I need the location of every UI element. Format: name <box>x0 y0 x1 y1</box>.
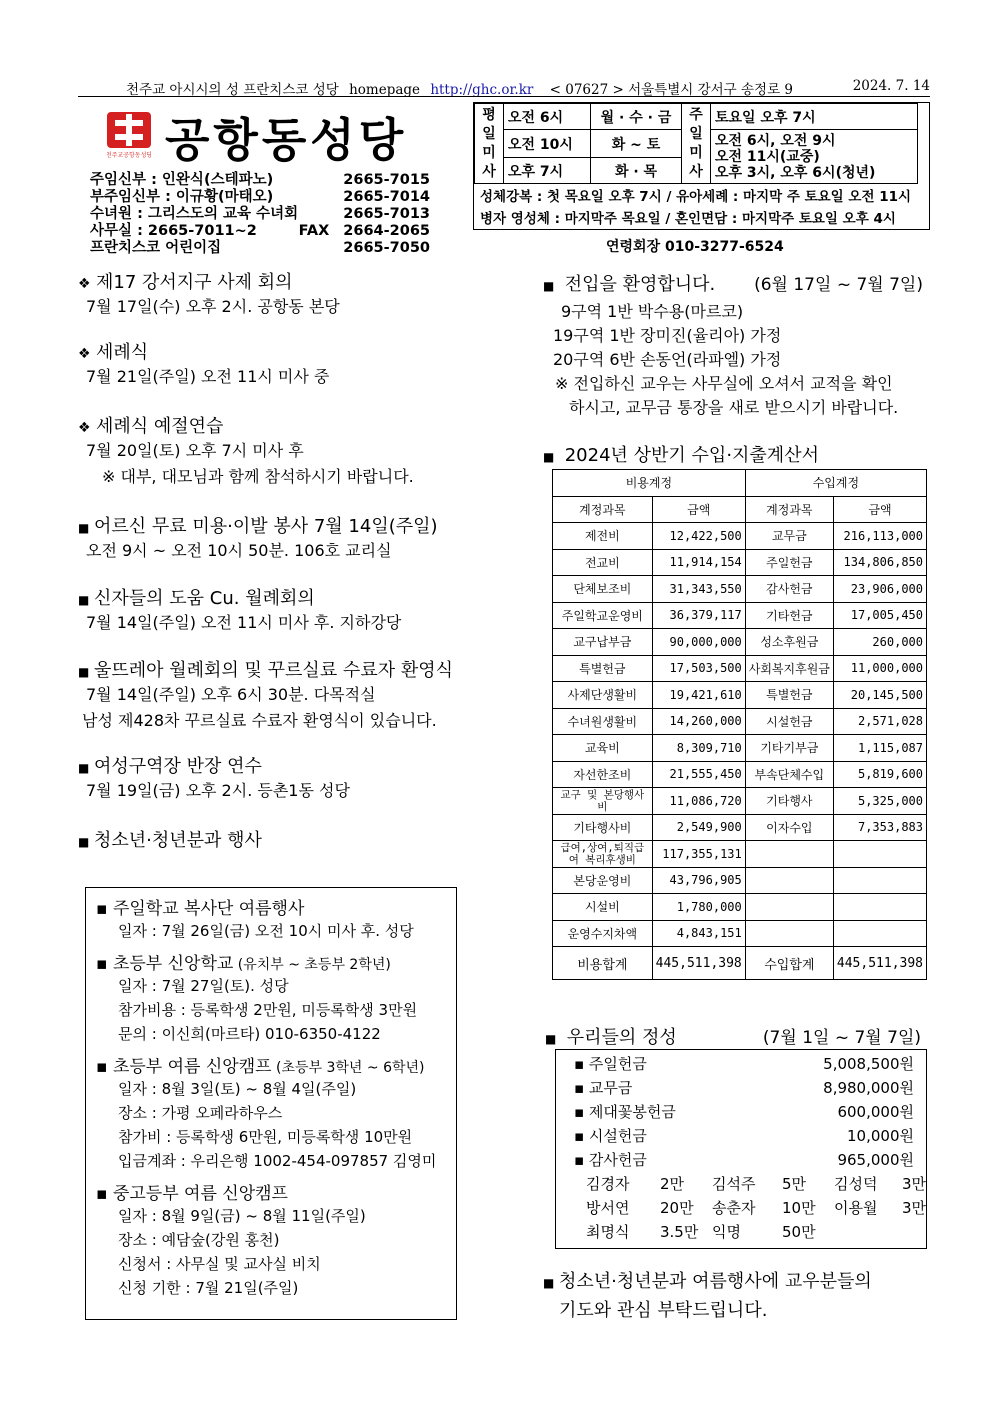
notice-line: 7월 17일(수) 오후 2시. 공항동 본당 <box>86 297 340 316</box>
account-name <box>745 920 833 947</box>
account-name: 이자수입 <box>745 814 833 841</box>
staff-phone: 2665-7050 <box>343 240 430 256</box>
donation-label: ▪ 감사헌금 <box>574 1151 647 1169</box>
table-row <box>553 682 927 709</box>
table-row <box>553 841 927 868</box>
square-bullet-icon: ■ <box>543 1276 555 1290</box>
donor-name: 방서연 <box>586 1199 630 1217</box>
finance-heading <box>543 441 819 467</box>
info-line: 성체강복 : 첫 목요일 오후 7시 / 유아세례 : 마지막 주 토요일 오전 11시 <box>480 189 912 205</box>
account-amount: 36,379,117 <box>652 602 745 629</box>
donations-heading <box>545 1023 925 1049</box>
youth-event-detail: 입금계좌 : 우리은행 1002-454-097857 김영미 <box>118 1152 437 1170</box>
welcome-line: ※ 전입하신 교우는 사무실에 오셔서 교적을 확인 <box>555 374 893 393</box>
account-amount: 5,325,000 <box>833 788 926 815</box>
account-amount: 19,421,610 <box>652 682 745 709</box>
youth-event-detail: 장소 : 가평 오페라하우스 <box>118 1104 283 1122</box>
youth-event-title <box>96 1052 456 1077</box>
youth-event-title <box>96 949 456 974</box>
donation-item <box>556 1052 926 1076</box>
table-row <box>553 523 927 550</box>
account-name: 주일헌금 <box>745 549 833 576</box>
donor-name: 김경자 <box>586 1175 630 1193</box>
notice-section <box>78 656 453 734</box>
youth-event-detail: 일자 : 8월 9일(금) ~ 8월 11일(주일) <box>118 1207 366 1225</box>
notice-title-text: 제17 강서지구 사제 회의 <box>96 272 293 293</box>
notice-section <box>78 826 453 852</box>
youth-event-detail: 신청서 : 사무실 및 교사실 비치 <box>118 1255 321 1273</box>
bullet-icon: ▪ <box>96 1057 113 1077</box>
notice-line: 7월 14일(주일) 오후 6시 30분. 다목적실 <box>86 685 376 704</box>
donation-label: ▪ 교무금 <box>574 1079 633 1097</box>
donor-amount: 3.5만 <box>660 1223 699 1241</box>
youth-event-name: 초등부 여름 신앙캠프 <box>112 1057 272 1077</box>
church-name: 공항동성당 <box>165 113 408 167</box>
account-name: 사회복지후원금 <box>745 655 833 682</box>
account-name: 시설비 <box>553 894 653 921</box>
staff-label: 프란치스코 어린이집 <box>90 240 222 256</box>
account-name: 교육비 <box>553 735 653 762</box>
donor-name: 익명 <box>712 1223 741 1241</box>
account-amount: 5,819,600 <box>833 761 926 788</box>
account-amount: 12,422,500 <box>652 523 745 550</box>
notice-section <box>78 512 453 564</box>
bullet-icon: ▪ <box>96 954 113 974</box>
youth-event-detail: 신청 기한 : 7월 21일(주일) <box>118 1279 299 1297</box>
account-amount: 20,145,500 <box>833 682 926 709</box>
youth-event <box>96 949 456 1046</box>
youth-event <box>96 1179 456 1300</box>
notice-title-text: 세례식 <box>96 342 149 363</box>
account-amount: 90,000,000 <box>652 629 745 656</box>
donor-amount: 10만 <box>782 1199 816 1217</box>
donor-amount: 50만 <box>782 1223 816 1241</box>
donor-name <box>834 1220 902 1244</box>
notice-title <box>78 826 453 852</box>
notice-title <box>78 412 453 438</box>
square-bullet-icon: ■ <box>78 521 90 535</box>
account-name: 전교비 <box>553 549 653 576</box>
staff-phone: 2665-7014 <box>343 189 430 205</box>
staff-row <box>90 172 430 189</box>
staff-phone: 2665-7013 <box>343 206 430 222</box>
donations-period: (7월 1일 ~ 7월 7일) <box>762 1028 921 1048</box>
welcome-line: 20구역 6반 손동언(라파엘) 가정 <box>553 350 782 369</box>
sunday-mass-label: 주 일 미 사 <box>682 104 711 184</box>
account-name: 사제단생활비 <box>553 682 653 709</box>
header-rule <box>78 96 930 97</box>
table-row <box>553 894 927 921</box>
notice-section <box>78 412 453 490</box>
notice-title <box>78 338 453 364</box>
notice-title-text: 울뜨레아 월례회의 및 꾸르실료 수료자 환영식 <box>94 660 453 681</box>
mass-days: 화 · 목 <box>591 158 682 184</box>
youth-event-detail: 참가비용 : 등록학생 2만원, 미등록학생 3만원 <box>118 1001 418 1019</box>
notice-section <box>78 268 453 320</box>
account-amount: 1,115,087 <box>833 735 926 762</box>
account-amount <box>833 894 926 921</box>
youth-event <box>96 894 456 943</box>
square-bullet-icon: ■ <box>543 450 555 464</box>
account-name: 교무금 <box>745 523 833 550</box>
table-row <box>553 708 927 735</box>
youth-event-title <box>96 1179 456 1204</box>
notice-title <box>78 512 453 538</box>
notice-line: 7월 20일(토) 오후 7시 미사 후 <box>86 441 304 460</box>
account-amount: 134,806,850 <box>833 549 926 576</box>
donation-label: ▪ 시설헌금 <box>574 1127 647 1145</box>
table-row <box>553 602 927 629</box>
staff-row <box>90 223 430 240</box>
account-name: 부속단체수입 <box>745 761 833 788</box>
donor-amount: 3만 <box>902 1175 927 1193</box>
account-name: 특별헌금 <box>745 682 833 709</box>
welcome-line: 9구역 1반 박수용(마르코) <box>561 302 744 321</box>
left-column <box>78 268 453 852</box>
square-bullet-icon: ■ <box>543 279 555 293</box>
sunday-time: 토요일 오후 7시 <box>711 104 918 130</box>
notice-section <box>78 752 453 804</box>
account-name <box>745 894 833 921</box>
staff-label: 수녀원 : 그리스도의 교육 수녀회 <box>90 206 299 222</box>
account-name <box>745 841 833 868</box>
table-row <box>553 655 927 682</box>
donation-amount: 965,000원 <box>837 1151 914 1169</box>
bullet-icon: ▪ <box>96 899 113 919</box>
account-amount: 43,796,905 <box>652 867 745 894</box>
homepage-link[interactable]: http://ghc.or.kr <box>430 82 534 98</box>
funeral-contact: 연령회장 010-3277-6524 <box>606 239 784 255</box>
youth-event-detail: 문의 : 이신희(마르타) 010-6350-4122 <box>118 1025 381 1043</box>
mass-table <box>474 103 918 184</box>
youth-event-detail: 일자 : 8월 3일(토) ~ 8월 4일(주일) <box>118 1080 357 1098</box>
parish-name: 천주교 아시시의 성 프란치스코 성당 <box>126 82 339 98</box>
donation-label: ▪ 제대꽃봉헌금 <box>574 1103 676 1121</box>
notice-section <box>78 338 453 390</box>
account-name: 기타행사 <box>745 788 833 815</box>
welcome-section <box>543 270 943 420</box>
donor-amount: 3만 <box>902 1199 927 1217</box>
youth-event <box>96 1052 456 1173</box>
account-name: 본당운영비 <box>553 867 653 894</box>
account-amount <box>833 841 926 868</box>
sunday-time: 오전 6시, 오전 9시 <box>715 133 836 149</box>
notice-line: 7월 14일(주일) 오전 11시 미사 후. 지하강당 <box>86 613 402 632</box>
table-row <box>553 735 927 762</box>
account-name: 성소후원금 <box>745 629 833 656</box>
account-amount: 2,571,028 <box>833 708 926 735</box>
donor-name: 최명식 <box>586 1223 630 1241</box>
account-name: 교구납부금 <box>553 629 653 656</box>
account-amount: 7,353,883 <box>833 814 926 841</box>
youth-events-box <box>85 887 457 1320</box>
col-item: 계정과목 <box>745 496 833 523</box>
account-name: 단체보조비 <box>553 576 653 603</box>
account-amount: 2,549,900 <box>652 814 745 841</box>
table-row <box>553 549 927 576</box>
bullet-icon: ▪ <box>96 1184 113 1204</box>
account-amount: 23,906,000 <box>833 576 926 603</box>
staff-phone: 2665-7015 <box>343 172 430 188</box>
donations-box <box>555 1049 927 1249</box>
youth-event-name: 주일학교 복사단 여름행사 <box>112 899 305 919</box>
notice-title-text: 여성구역장 반장 연수 <box>94 756 262 777</box>
staff-label: 주임신부 : 인완식(스테파노) <box>90 172 274 188</box>
total-row <box>553 947 927 980</box>
account-amount: 260,000 <box>833 629 926 656</box>
notice-section <box>78 584 453 636</box>
account-name: 제전비 <box>553 523 653 550</box>
account-name: 주일학교운영비 <box>553 602 653 629</box>
welcome-line: 19구역 1반 장미진(율리아) 가정 <box>553 326 782 345</box>
donation-amount: 600,000원 <box>837 1103 914 1121</box>
account-amount: 21,555,450 <box>652 761 745 788</box>
notice-line: 7월 19일(금) 오후 2시. 등촌1동 성당 <box>86 781 350 800</box>
account-amount: 14,260,000 <box>652 708 745 735</box>
col-amount: 금액 <box>652 496 745 523</box>
col-item: 계정과목 <box>553 496 653 523</box>
address: < 07627 > 서울특별시 강서구 송정로 9 <box>549 82 794 98</box>
notice-line: 남성 제428차 꾸르실료 수료자 환영식이 있습니다. <box>82 711 437 730</box>
account-name: 특별헌금 <box>553 655 653 682</box>
youth-event-title <box>96 894 456 919</box>
diamond-bullet-icon: ❖ <box>78 346 91 362</box>
account-amount: 4,843,151 <box>652 920 745 947</box>
fax-label: FAX <box>298 223 330 239</box>
account-name: 기타기부금 <box>745 735 833 762</box>
total-expense: 445,511,398 <box>652 947 745 980</box>
square-bullet-icon: ■ <box>545 1032 557 1046</box>
account-amount <box>833 867 926 894</box>
table-row <box>553 761 927 788</box>
mass-time: 오후 7시 <box>504 158 591 184</box>
account-amount: 117,355,131 <box>652 841 745 868</box>
notice-title-text: 청소년·청년분과 행사 <box>94 830 262 851</box>
account-amount: 11,000,000 <box>833 655 926 682</box>
weekday-mass-label: 평 일 미 사 <box>475 104 504 184</box>
diamond-bullet-icon: ❖ <box>78 276 91 292</box>
account-amount: 31,343,550 <box>652 576 745 603</box>
mass-days: 월 · 수 · 금 <box>591 104 682 130</box>
donation-item <box>556 1148 926 1172</box>
account-name: 자선한조비 <box>553 761 653 788</box>
staff-row <box>90 206 430 223</box>
account-amount <box>833 920 926 947</box>
table-row <box>553 814 927 841</box>
account-name: 교구 및 본당행사비 <box>553 788 653 815</box>
table-row <box>553 576 927 603</box>
notice-title <box>78 656 453 682</box>
youth-event-detail: 참가비 : 등록학생 6만원, 미등록학생 10만원 <box>118 1128 413 1146</box>
donations-title: 우리들의 정성 <box>566 1027 677 1048</box>
account-amount: 1,780,000 <box>652 894 745 921</box>
col-amount: 금액 <box>833 496 926 523</box>
donation-item <box>556 1124 926 1148</box>
welcome-heading <box>543 270 943 296</box>
total-income-label: 수입합계 <box>745 947 833 980</box>
staff-row <box>90 240 430 257</box>
youth-event-name: 중고등부 여름 신앙캠프 <box>112 1184 288 1204</box>
donation-label: ▪ 주일헌금 <box>574 1055 647 1073</box>
donor-list <box>556 1172 926 1244</box>
closing-line: 청소년·청년분과 여름행사에 교우분들의 <box>559 1271 872 1292</box>
account-amount: 11,086,720 <box>652 788 745 815</box>
info-line: 병자 영성체 : 마지막주 목요일 / 혼인면담 : 마지막주 토요일 오후 4시 <box>480 211 896 227</box>
account-name: 기타행사비 <box>553 814 653 841</box>
staff-phone: 2664-2065 <box>343 223 430 239</box>
closing-note <box>543 1268 872 1325</box>
closing-line: 기도와 관심 부탁드립니다. <box>559 1300 768 1321</box>
notice-line: 7월 21일(주일) 오전 11시 미사 중 <box>86 367 330 386</box>
square-bullet-icon: ■ <box>78 761 90 775</box>
donor-name: 김석주 <box>712 1175 756 1193</box>
table-row <box>553 920 927 947</box>
sunday-time: 오후 3시, 오후 6시(청년) <box>715 165 876 181</box>
account-name: 시설헌금 <box>745 708 833 735</box>
youth-event-detail: 일자 : 7월 26일(금) 오전 10시 미사 후. 성당 <box>118 922 414 940</box>
top-info-line <box>78 78 930 98</box>
mass-time: 오전 6시 <box>504 104 591 130</box>
church-logo <box>107 112 151 160</box>
mass-days: 화 ~ 토 <box>591 130 682 158</box>
sacrament-info <box>480 186 911 230</box>
square-bullet-icon: ■ <box>78 835 90 849</box>
logo-caption: 천주교공항동성당 <box>107 152 151 159</box>
notice-title-text: 세례식 예절연습 <box>96 416 224 437</box>
donation-amount: 8,980,000원 <box>823 1079 914 1097</box>
finance-title: 2024년 상반기 수입·지출계산서 <box>564 445 819 466</box>
welcome-period: (6월 17일 ~ 7월 7일) <box>754 275 923 295</box>
donor-amount: 2만 <box>660 1175 685 1193</box>
account-amount: 17,503,500 <box>652 655 745 682</box>
donation-amount: 10,000원 <box>847 1127 914 1145</box>
youth-event-name: 초등부 신앙학교 <box>112 954 234 974</box>
table-row <box>553 629 927 656</box>
staff-label: 부주임신부 : 이규황(마태오) <box>90 189 274 205</box>
account-name: 운영수지차액 <box>553 920 653 947</box>
donor-name: 이용월 <box>834 1199 878 1217</box>
donor-amount: 5만 <box>782 1175 807 1193</box>
notice-title <box>78 268 453 294</box>
staff-label: 사무실 : 2665-7011~2 <box>90 223 257 239</box>
account-name: 감사헌금 <box>745 576 833 603</box>
expense-header: 비용계정 <box>553 470 746 497</box>
notice-title-text: 신자들의 도움 Cu. 월례회의 <box>94 588 315 609</box>
table-row <box>553 867 927 894</box>
welcome-title: 전입을 환영합니다. <box>564 274 716 295</box>
diamond-bullet-icon: ❖ <box>78 420 91 436</box>
youth-event-target: (유치부 ~ 초등부 2학년) <box>233 957 391 973</box>
table-row <box>553 788 927 815</box>
account-amount: 216,113,000 <box>833 523 926 550</box>
income-header: 수입계정 <box>745 470 926 497</box>
finance-table <box>552 469 927 980</box>
account-name <box>745 867 833 894</box>
notice-line: 오전 9시 ~ 오전 10시 50분. 106호 교리실 <box>86 541 392 560</box>
donor-amount: 20만 <box>660 1199 694 1217</box>
donation-amount: 5,008,500원 <box>823 1055 914 1073</box>
notice-title <box>78 752 453 778</box>
account-name: 기타헌금 <box>745 602 833 629</box>
total-income: 445,511,398 <box>833 947 926 980</box>
youth-event-target: (초등부 3학년 ~ 6학년) <box>271 1060 425 1076</box>
donor-name: 송춘자 <box>712 1199 756 1217</box>
notice-title <box>78 584 453 610</box>
account-name: 급여,상여,퇴직급여 복리후생비 <box>553 841 653 868</box>
account-amount: 17,005,450 <box>833 602 926 629</box>
donation-item <box>556 1100 926 1124</box>
notice-line: ※ 대부, 대모님과 함께 참석하시기 바랍니다. <box>102 467 414 486</box>
mass-time: 오전 10시 <box>504 130 591 158</box>
welcome-line: 하시고, 교무금 통장을 새로 받으시기 바랍니다. <box>569 398 899 417</box>
account-amount: 11,914,154 <box>652 549 745 576</box>
issue-date: 2024. 7. 14 <box>852 78 930 94</box>
total-expense-label: 비용합계 <box>553 947 653 980</box>
donor-amount <box>902 1220 942 1244</box>
youth-event-detail: 일자 : 7월 27일(토). 성당 <box>118 977 289 995</box>
youth-event-detail: 장소 : 예담숲(강원 홍천) <box>118 1231 280 1249</box>
sunday-time: 오전 11시(교중) <box>715 149 820 165</box>
square-bullet-icon: ■ <box>78 665 90 679</box>
square-bullet-icon: ■ <box>78 593 90 607</box>
staff-list <box>90 172 430 257</box>
staff-row <box>90 189 430 206</box>
homepage-label: homepage <box>349 82 421 98</box>
donation-item <box>556 1076 926 1100</box>
sunday-times <box>711 130 918 184</box>
notice-title-text: 어르신 무료 미용·이발 봉사 7월 14일(주일) <box>94 516 438 537</box>
donor-name: 김성덕 <box>834 1175 878 1193</box>
account-name: 수녀원생활비 <box>553 708 653 735</box>
account-amount: 8,309,710 <box>652 735 745 762</box>
